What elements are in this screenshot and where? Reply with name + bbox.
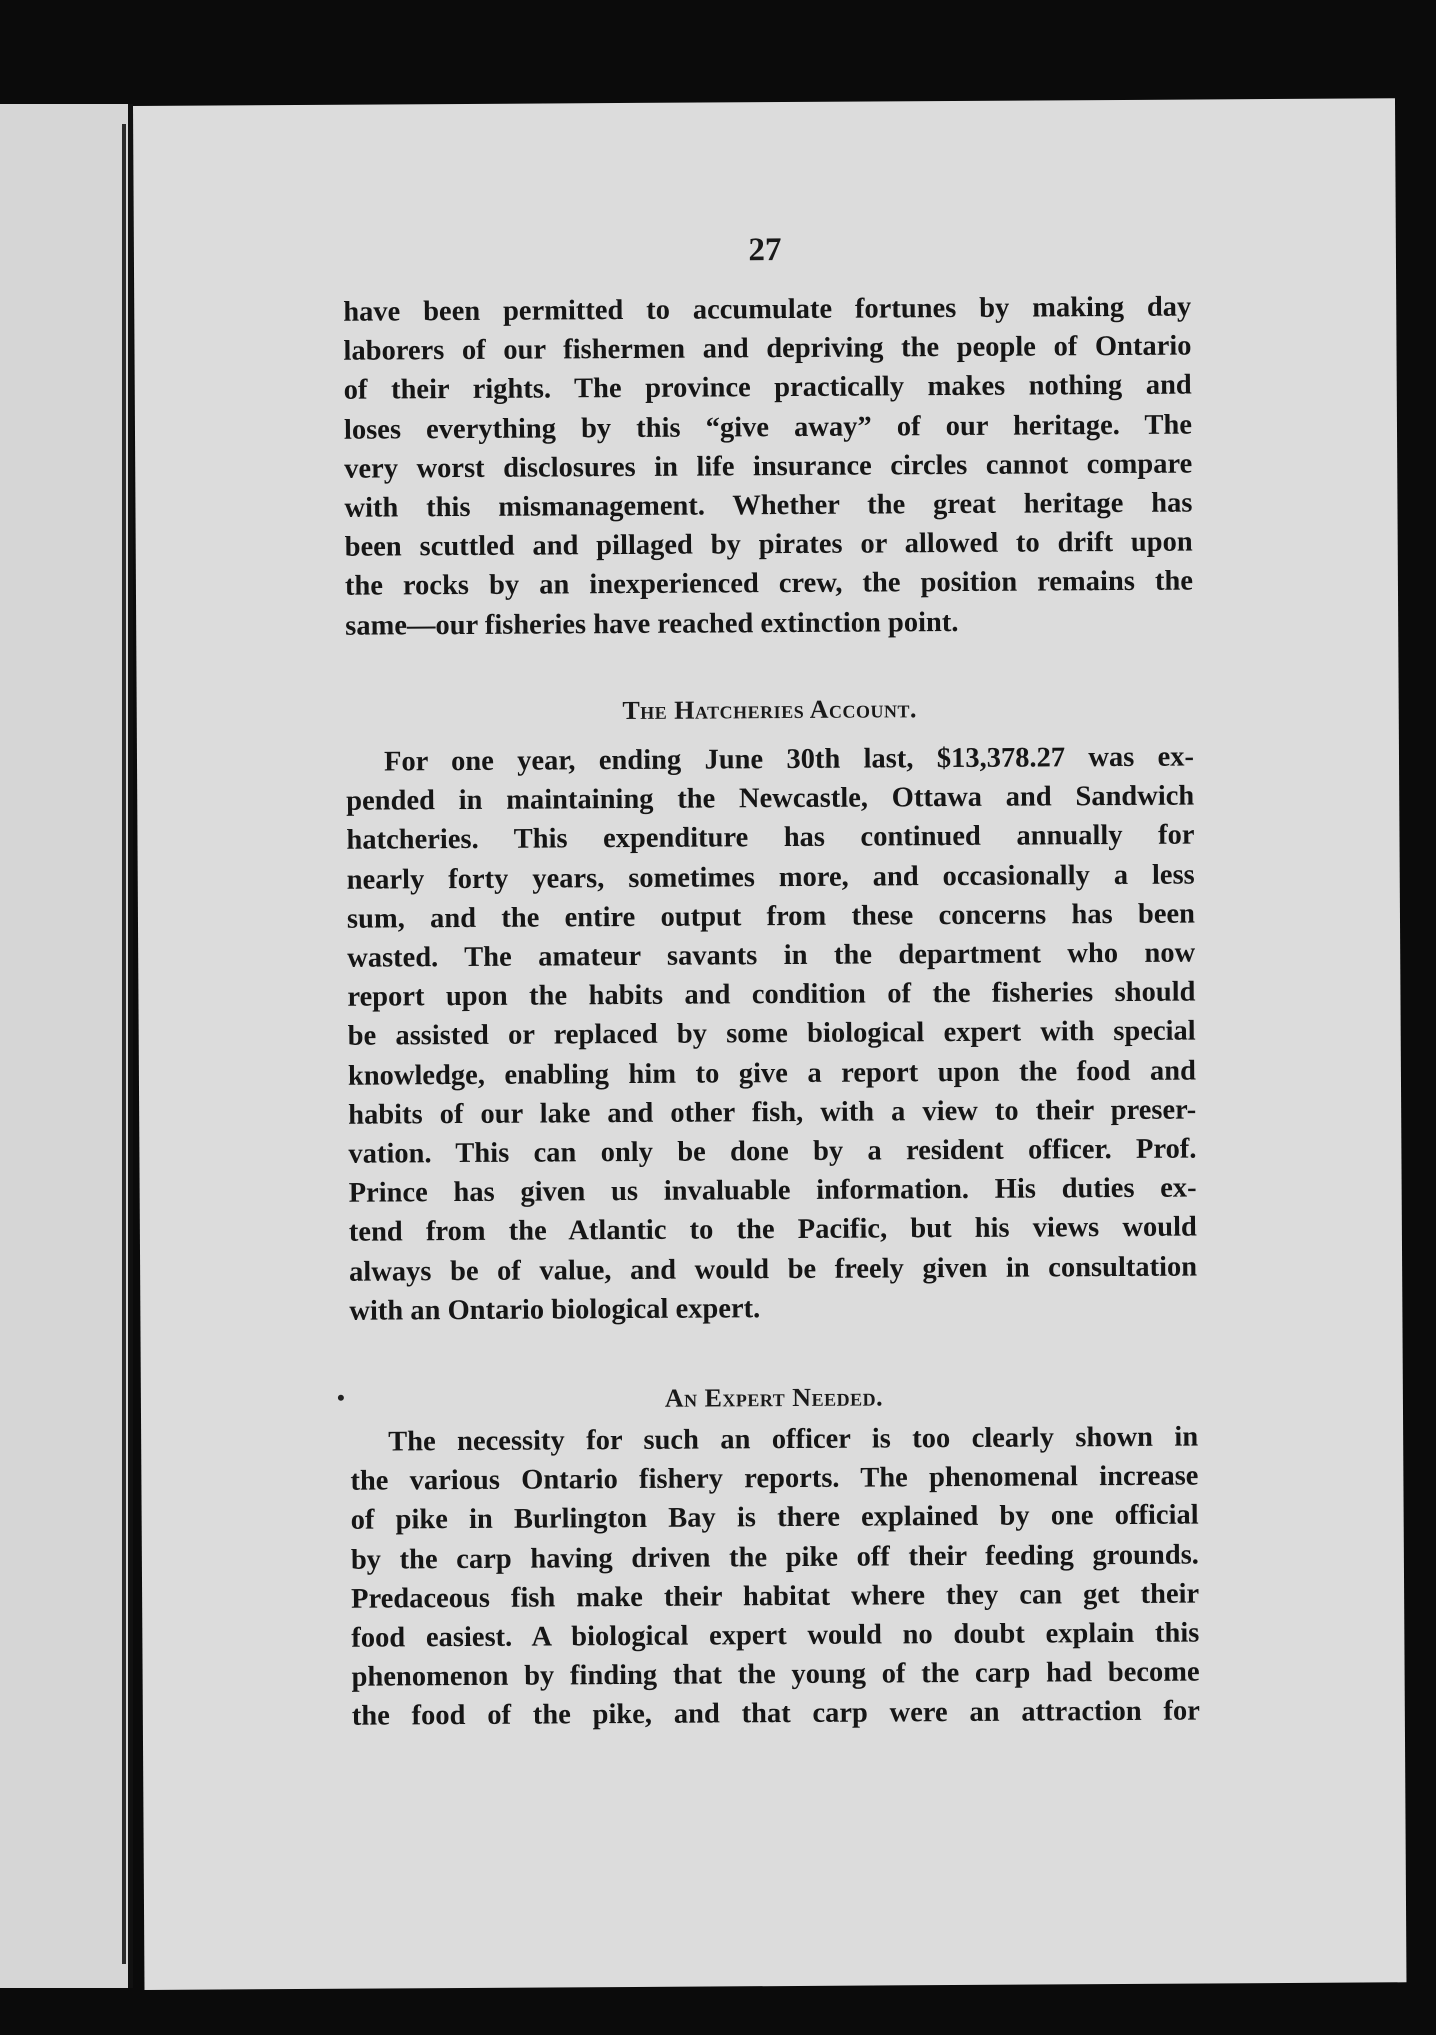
text-line: have been permitted to accumulate fortunes by making day [343,291,1192,328]
text-line: vation. This can only be done by a resident officer. Prof. [348,1133,1197,1170]
text-line: be assisted or replaced by some biological expert with special [347,1015,1196,1053]
paragraph-3 [350,1418,1200,1737]
text-line: hatcheries. This expenditure has continued annually for [346,819,1195,857]
facing-page-edge [0,104,133,1988]
text-line: knowledge, enabling him to give a report upon the food and [347,1055,1197,1092]
book-page [133,98,1406,1990]
text-line: been scuttled and pillaged by pirates or allowed to drift upon [344,526,1193,563]
paragraph-1 [343,288,1193,646]
text-line: of pike in Burlington Bay is there explained by one official [350,1499,1199,1537]
text-line: of their rights. The province practically makes nothing and [343,369,1192,407]
text-line: Predaceous fish make their habitat where they can get their [351,1578,1200,1615]
text-line: with this mismanagement. Whether the great heritage has [344,487,1193,524]
text-line: nearly forty years, sometimes more, and occasionally a less [346,859,1195,896]
text-line: the food of the pike, and that carp were an attraction for [351,1695,1200,1733]
text-line: tend from the Atlantic to the Pacific, but his views would [348,1211,1197,1249]
text-line: always be of value, and would be freely given in consultation [349,1251,1198,1288]
section-heading: An Expert Needed. [664,1382,884,1413]
text-line: by the carp having driven the pike off their feeding grounds. [350,1539,1199,1576]
stray-mark [338,1395,344,1401]
text-line: report upon the habits and condition of the fisheries should [347,976,1196,1013]
text-line: pended in maintaining the Newcastle, Ottawa and Sandwich [346,780,1195,817]
text-line: phenomenon by finding that the young of the carp had become [351,1656,1200,1693]
text-line: the rocks by an inexperienced crew, the position remains the [344,565,1194,603]
text-line: sum, and the entire output from these concerns has been [346,898,1196,935]
section-heading: The Hatcheries Account. [622,694,918,726]
text-line: wasted. The amateur savants in the department who now [347,937,1196,974]
page-number: 27 [748,232,782,269]
text-line: Prince has given us invaluable information. His duties ex- [348,1172,1197,1209]
page-gutter-line [122,124,126,1964]
paragraph-2 [346,738,1198,1331]
text-line: food easiest. A biological expert would no doubt explain this [351,1617,1200,1654]
text-line: with an Ontario biological expert. [349,1293,761,1327]
text-line: loses everything by this “give away” of our heritage. The [343,409,1193,446]
text-line: The necessity for such an officer is too clearly shown in [388,1421,1199,1458]
text-line: same—our fisheries have reached extinction point. [345,606,959,642]
text-line: For one year, ending June 30th last, $13,378.27 was ex- [383,741,1195,778]
section-heading-hatcheries [346,688,1194,732]
text-line: the various Ontario fishery reports. The phenomenal increase [350,1460,1199,1497]
text-line: very worst disclosures in life insurance circles cannot compare [344,448,1193,485]
text-line: habits of our lake and other fish, with a view to their preser- [348,1094,1197,1131]
text-line: laborers of our fishermen and depriving the people of Ontario [343,330,1192,367]
section-heading-expert [350,1376,1198,1420]
